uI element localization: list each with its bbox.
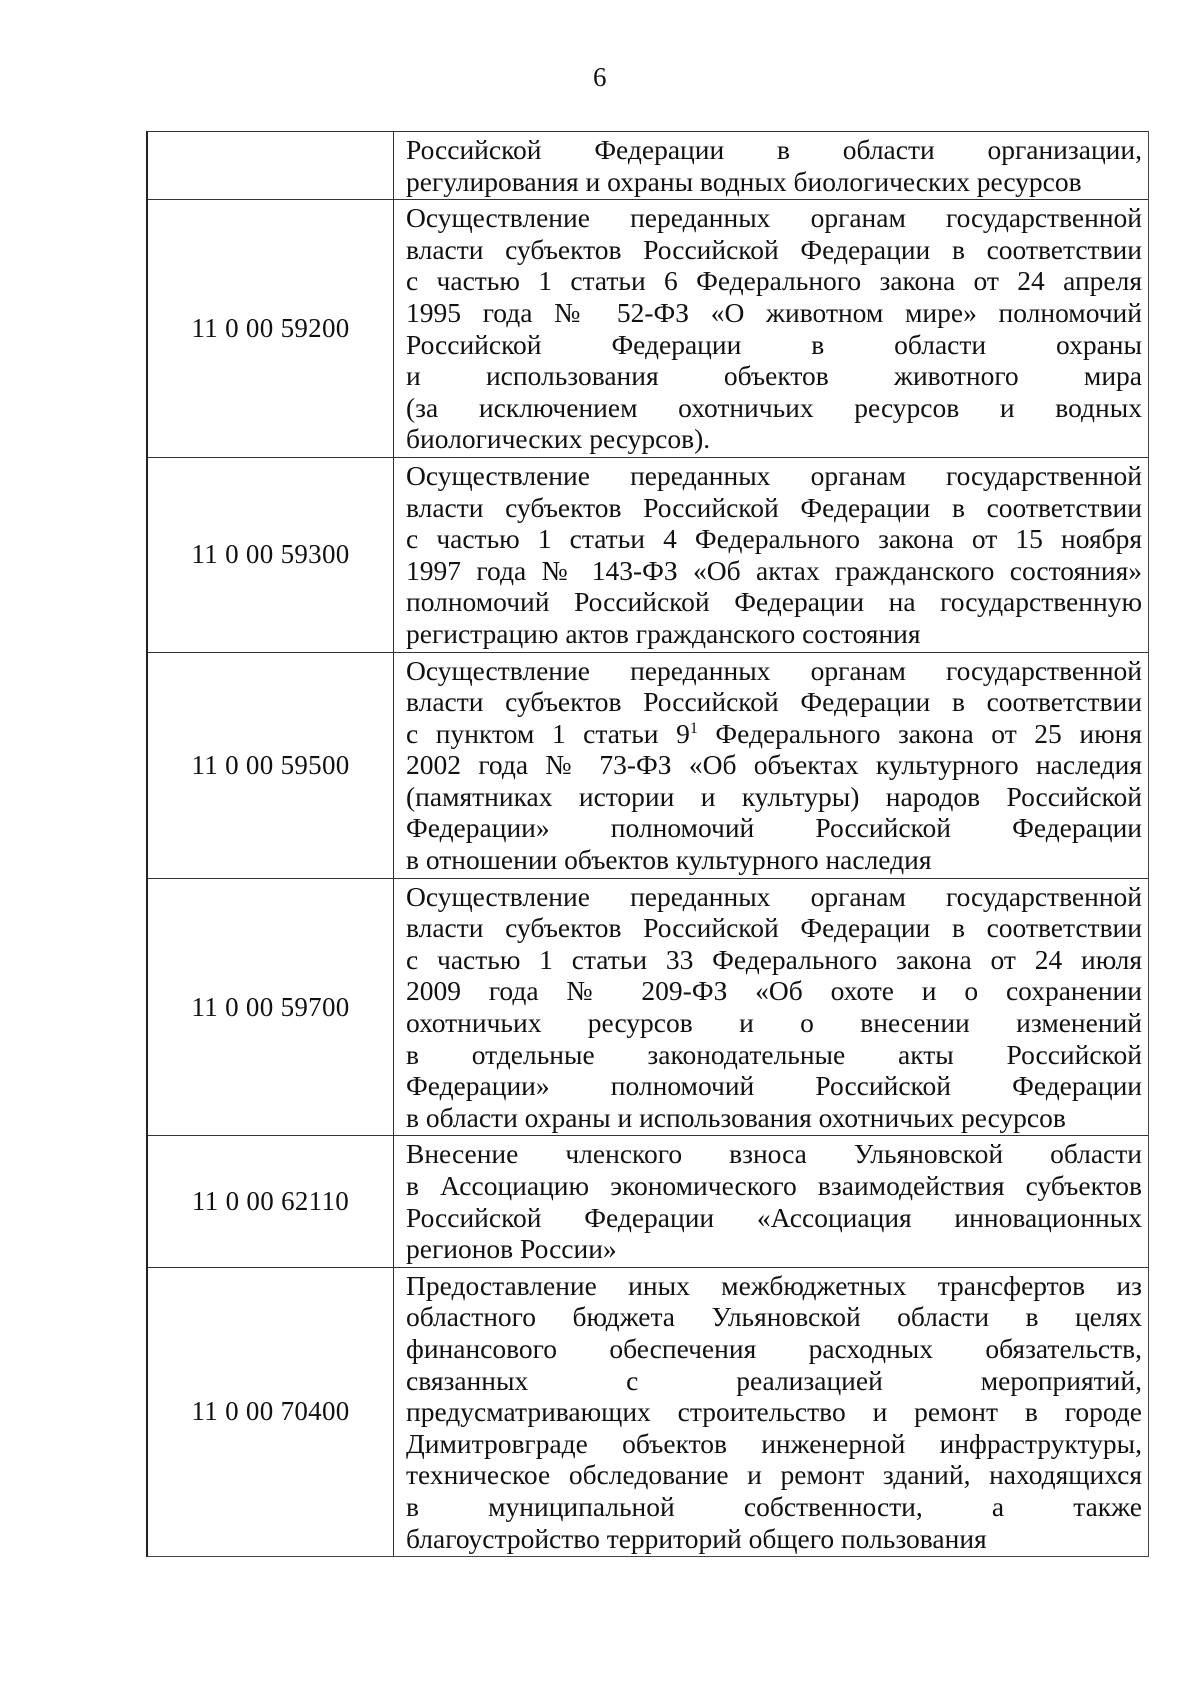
description-line: Внесение членского взноса Ульяновской области	[406, 1138, 1142, 1170]
row-description	[394, 458, 1148, 652]
description-line: Российской Федерации «Ассоциация инновационных	[406, 1201, 1142, 1233]
description-line: с частью 1 статьи 6 Федерального закона от 24 апреля	[406, 265, 1142, 297]
table-row	[148, 878, 1148, 1136]
budget-codes-table	[146, 131, 1149, 1557]
table-row	[148, 132, 1148, 199]
description-line: Димитровграде объектов инженерной инфраструктуры,	[406, 1427, 1142, 1459]
description-line: благоустройство территорий общего пользования	[406, 1522, 987, 1554]
row-description	[394, 200, 1148, 457]
description-line: власти субъектов Российской Федерации в соответствии	[406, 491, 1142, 523]
description-line: регионов России»	[406, 1233, 617, 1265]
description-line: и использования объектов животного мира	[406, 360, 1142, 392]
description-line: с частью 1 статьи 4 Федерального закона от 15 ноября	[406, 523, 1142, 555]
description-line: с частью 1 статьи 33 Федерального закона от 24 июля	[406, 943, 1142, 975]
description-line: в муниципальной собственности, а также	[406, 1490, 1142, 1522]
description-line: в области охраны и использования охотничьих ресурсов	[406, 1101, 1066, 1133]
row-code: 11 0 00 59200	[148, 200, 394, 457]
description-line: областного бюджета Ульяновской области в целях	[406, 1301, 1142, 1333]
row-code: 11 0 00 59300	[148, 458, 394, 652]
row-code: 11 0 00 59500	[148, 653, 394, 878]
row-description	[394, 1136, 1148, 1266]
table-row	[148, 457, 1148, 652]
description-line: Осуществление переданных органам государственной	[406, 880, 1142, 912]
description-line: Российской Федерации в области организации,	[406, 134, 1142, 165]
description-line: охотничьих ресурсов и о внесении изменений	[406, 1007, 1142, 1039]
description-line: Федерации» полномочий Российской Федерации	[406, 1070, 1142, 1102]
row-code: 11 0 00 70400	[148, 1268, 394, 1556]
row-description	[394, 1268, 1148, 1556]
page-number: 6	[593, 62, 607, 92]
table-row	[148, 199, 1148, 457]
description-line: 2009 года № 209-ФЗ «Об охоте и о сохранении	[406, 975, 1142, 1007]
description-line: связанных с реализацией мероприятий,	[406, 1364, 1142, 1396]
description-line: с пунктом 1 статьи $9^1$ Федерального закона от 25 июня	[406, 717, 1142, 749]
description-line: власти субъектов Российской Федерации в соответствии	[406, 686, 1142, 718]
description-line: (памятниках истории и культуры) народов Российской	[406, 780, 1142, 812]
description-line: Осуществление переданных органам государственной	[406, 459, 1142, 491]
description-line: Федерации» полномочий Российской Федерации	[406, 812, 1142, 844]
description-line: 1997 года № 143-ФЗ «Об актах гражданского состояния»	[406, 554, 1142, 586]
description-line: техническое обследование и ремонт зданий, находящихся	[406, 1459, 1142, 1491]
description-line: (за исключением охотничьих ресурсов и водных	[406, 391, 1142, 423]
description-line: финансового обеспечения расходных обязательств,	[406, 1332, 1142, 1364]
description-line: власти субъектов Российской Федерации в соответствии	[406, 233, 1142, 265]
row-description	[394, 653, 1148, 878]
table-row	[148, 652, 1148, 878]
description-line: в отношении объектов культурного наследия	[406, 844, 932, 876]
description-line: Осуществление переданных органам государственной	[406, 654, 1142, 686]
row-description	[394, 879, 1148, 1136]
row-code	[148, 132, 394, 199]
description-line: 1995 года № 52-ФЗ «О животном мире» полномочий	[406, 296, 1142, 328]
row-description	[394, 132, 1148, 199]
description-line: регулирования и охраны водных биологических ресурсов	[406, 165, 1082, 197]
description-line: в отдельные законодательные акты Российской	[406, 1038, 1142, 1070]
description-line: регистрацию актов гражданского состояния	[406, 617, 921, 649]
description-line: Предоставление иных межбюджетных трансфертов из	[406, 1269, 1142, 1301]
description-line: Осуществление переданных органам государственной	[406, 202, 1142, 234]
row-code: 11 0 00 62110	[148, 1136, 394, 1266]
description-line: Российской Федерации в области охраны	[406, 328, 1142, 360]
description-line: биологических ресурсов).	[406, 423, 711, 455]
description-line: власти субъектов Российской Федерации в соответствии	[406, 912, 1142, 944]
description-line: в Ассоциацию экономического взаимодействия субъектов	[406, 1170, 1142, 1201]
superscript-one: 1	[689, 719, 698, 737]
table-row	[148, 1135, 1148, 1266]
description-line: 2002 года № 73-ФЗ «Об объектах культурного наследия	[406, 749, 1142, 781]
table-row	[148, 1267, 1148, 1556]
row-code: 11 0 00 59700	[148, 879, 394, 1136]
description-line: полномочий Российской Федерации на государственную	[406, 586, 1142, 618]
description-line: предусматривающих строительство и ремонт в городе	[406, 1396, 1142, 1428]
